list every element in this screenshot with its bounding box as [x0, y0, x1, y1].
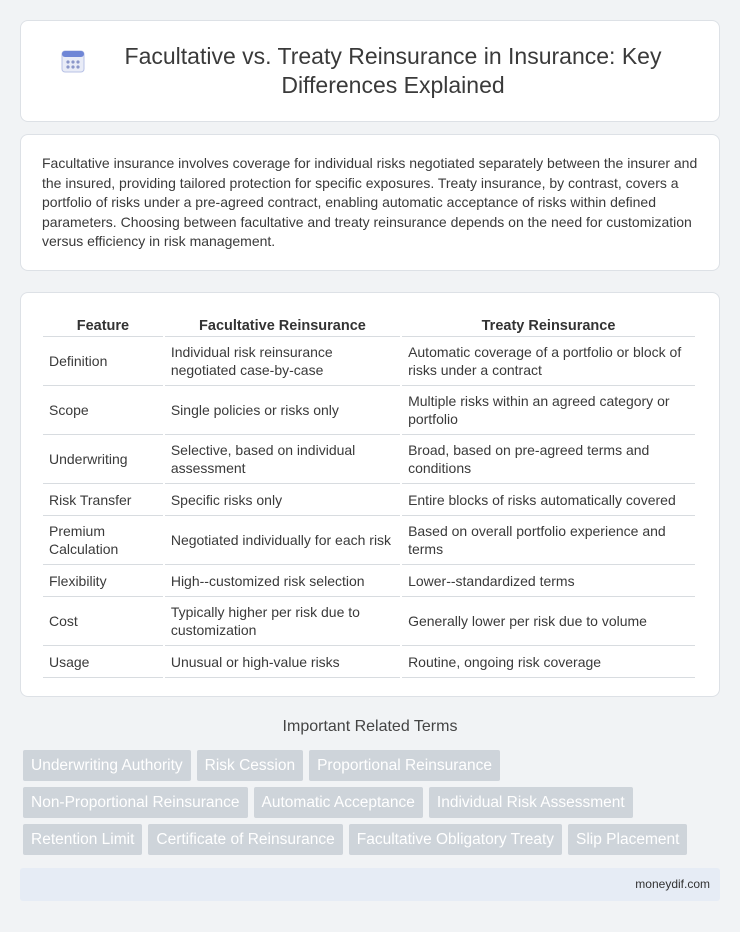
facultative-cell: Typically higher per risk due to customization — [165, 597, 400, 646]
table-row — [43, 484, 695, 516]
feature-cell: Usage — [43, 646, 163, 678]
header-treaty: Treaty Reinsurance — [402, 313, 695, 337]
facultative-cell: High--customized risk selection — [165, 565, 400, 597]
facultative-cell: Single policies or risks only — [165, 386, 400, 435]
tag-row — [23, 787, 723, 818]
feature-cell: Flexibility — [43, 565, 163, 597]
table-row — [43, 337, 695, 386]
tag-retention-limit[interactable]: Retention Limit — [23, 824, 142, 855]
treaty-cell: Broad, based on pre-agreed terms and conditions — [402, 435, 695, 484]
calendar-icon — [60, 48, 86, 74]
title-card — [20, 20, 720, 122]
tag-underwriting-authority[interactable]: Underwriting Authority — [23, 750, 191, 781]
feature-cell: Scope — [43, 386, 163, 435]
table-row — [43, 435, 695, 484]
intro-paragraph: Facultative insurance involves coverage for individual risks negotiated separately between the insurer and the insured, providing tailored protection for specific exposures. Treaty insurance, by contrast, covers a portfolio of risks under a pre-agreed contract, enabling automatic acceptance of risks within defined parameters. Choosing between facultative and treaty reinsurance depends on the need for customization versus efficiency in risk management. — [42, 155, 698, 249]
tag-row — [23, 750, 723, 781]
facultative-cell: Negotiated individually for each risk — [165, 516, 400, 565]
facultative-cell: Selective, based on individual assessment — [165, 435, 400, 484]
tag-automatic-acceptance[interactable]: Automatic Acceptance — [254, 787, 423, 818]
tag-facultative-obligatory-treaty[interactable]: Facultative Obligatory Treaty — [349, 824, 562, 855]
treaty-cell: Lower--standardized terms — [402, 565, 695, 597]
tag-proportional-reinsurance[interactable]: Proportional Reinsurance — [309, 750, 500, 781]
related-terms-heading: Important Related Terms — [282, 718, 458, 735]
feature-cell: Underwriting — [43, 435, 163, 484]
comparison-card — [20, 292, 720, 697]
tag-non-proportional-reinsurance[interactable]: Non-Proportional Reinsurance — [23, 787, 248, 818]
treaty-cell: Entire blocks of risks automatically covered — [402, 484, 695, 516]
footer-site-link[interactable]: moneydif.com — [635, 877, 710, 891]
treaty-cell: Routine, ongoing risk coverage — [402, 646, 695, 678]
table-row — [43, 565, 695, 597]
facultative-cell: Specific risks only — [165, 484, 400, 516]
feature-cell: Cost — [43, 597, 163, 646]
tag-individual-risk-assessment[interactable]: Individual Risk Assessment — [429, 787, 633, 818]
page-title: Facultative vs. Treaty Reinsurance in Insurance: Key Differences Explained — [124, 43, 662, 98]
header-facultative: Facultative Reinsurance — [165, 313, 400, 337]
footer — [20, 868, 720, 901]
tag-slip-placement[interactable]: Slip Placement — [568, 824, 687, 855]
treaty-cell: Multiple risks within an agreed category or portfolio — [402, 386, 695, 435]
table-row — [43, 646, 695, 678]
facultative-cell: Individual risk reinsurance negotiated case-by-case — [165, 337, 400, 386]
feature-cell: Definition — [43, 337, 163, 386]
table-header-row — [43, 313, 695, 337]
tag-risk-cession[interactable]: Risk Cession — [197, 750, 303, 781]
intro-card — [20, 134, 720, 271]
tag-certificate-of-reinsurance[interactable]: Certificate of Reinsurance — [148, 824, 342, 855]
tag-row — [23, 824, 723, 855]
treaty-cell: Based on overall portfolio experience and terms — [402, 516, 695, 565]
table-row — [43, 386, 695, 435]
treaty-cell: Automatic coverage of a portfolio or block of risks under a contract — [402, 337, 695, 386]
header-feature: Feature — [43, 313, 163, 337]
title-wrap — [60, 42, 680, 100]
treaty-cell: Generally lower per risk due to volume — [402, 597, 695, 646]
table-row — [43, 597, 695, 646]
feature-cell: Risk Transfer — [43, 484, 163, 516]
table-row — [43, 516, 695, 565]
feature-cell: Premium Calculation — [43, 516, 163, 565]
related-terms-tags — [23, 750, 723, 861]
comparison-table — [41, 313, 697, 678]
facultative-cell: Unusual or high-value risks — [165, 646, 400, 678]
